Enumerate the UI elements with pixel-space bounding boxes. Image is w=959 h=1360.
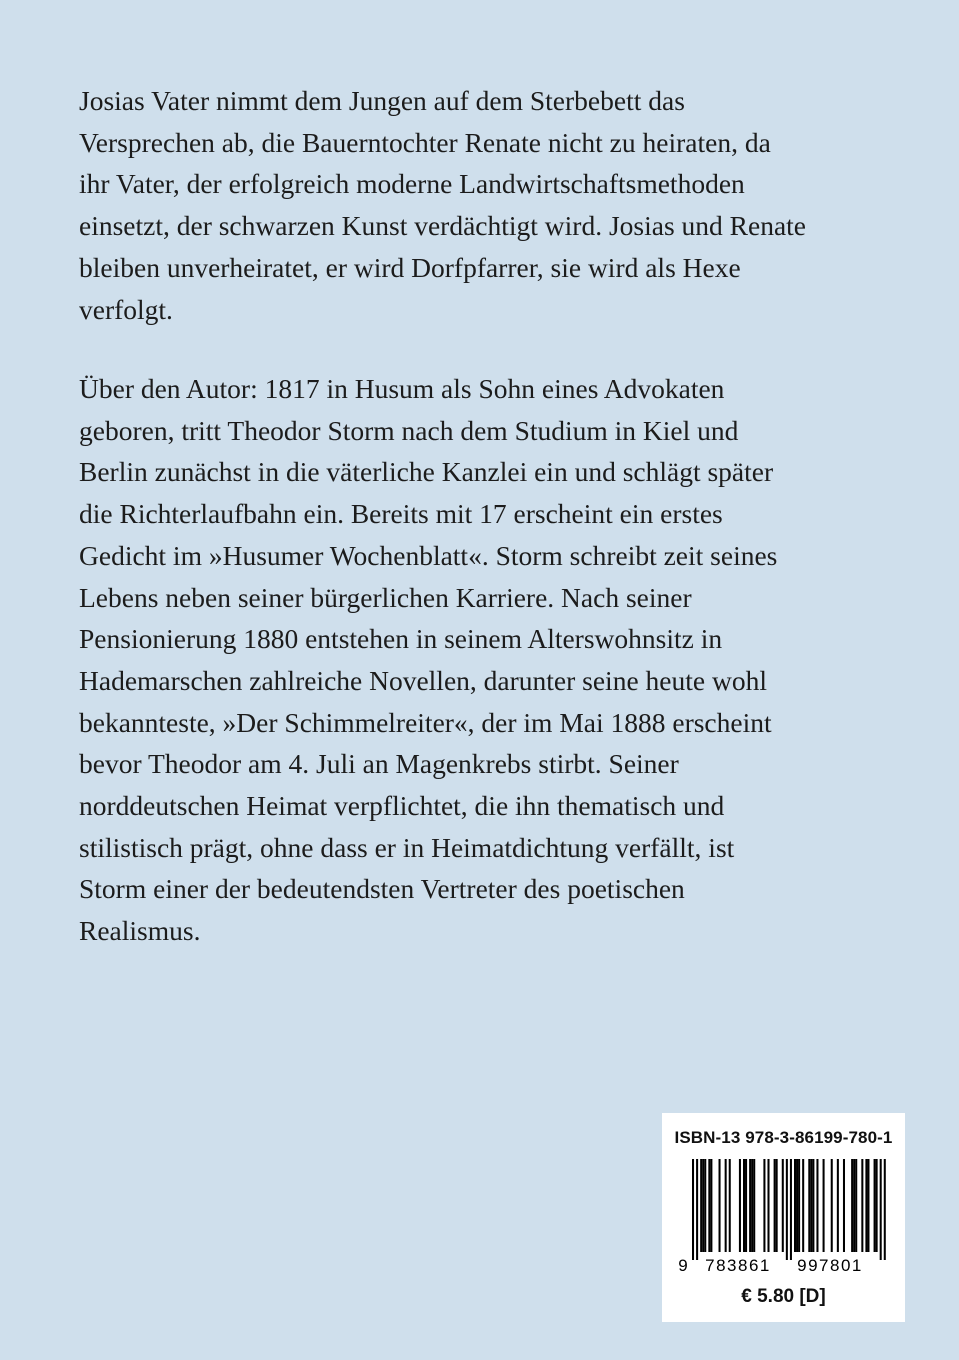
barcode-guard-bar <box>790 1159 792 1260</box>
blurb-line: bleiben unverheiratet, er wird Dorfpfarrer, sie wird als Hexe <box>79 251 741 283</box>
barcode-bar <box>843 1159 845 1252</box>
barcode-bar <box>700 1159 702 1252</box>
author-bio-line: Hademarschen zahlreiche Novellen, darunter seine heute wohl <box>79 664 767 696</box>
book-blurb <box>79 80 899 330</box>
barcode-digit-first: 9 <box>678 1256 688 1274</box>
author-bio-line: norddeutschen Heimat verpflichtet, die ihn thematisch und <box>79 790 725 822</box>
author-bio-line: geboren, tritt Theodor Storm nach dem Studium in Kiel und <box>79 414 739 446</box>
barcode-bar <box>767 1159 769 1252</box>
barcode-box <box>662 1113 905 1322</box>
barcode-bar <box>808 1159 810 1252</box>
barcode-bar <box>876 1159 878 1252</box>
author-bio-line: die Richterlaufbahn ein. Bereits mit 17 erscheint ein erstes <box>79 498 723 530</box>
barcode-bar <box>753 1159 755 1252</box>
barcode-guard-bar <box>692 1159 694 1260</box>
barcode-bar <box>837 1159 839 1252</box>
barcode-bar <box>763 1159 765 1252</box>
barcode-bar <box>739 1159 741 1252</box>
barcode-guard-bar <box>884 1159 886 1260</box>
barcode-bar <box>812 1159 814 1252</box>
barcode-bar <box>851 1159 853 1252</box>
barcode-bar <box>823 1159 825 1252</box>
barcode-bar <box>816 1159 818 1252</box>
barcode-bar <box>853 1159 855 1252</box>
author-bio-line: bekannteste, »Der Schimmelreiter«, der im Mai 1888 erscheint <box>79 706 772 738</box>
barcode-bar <box>729 1159 731 1252</box>
author-bio-line: Über den Autor: 1817 in Husum als Sohn eines Advokaten <box>79 373 725 404</box>
author-bio-line: Berlin zunächst in die väterliche Kanzlei ein und schlägt später <box>79 456 774 488</box>
barcode-guard-bar <box>786 1159 788 1260</box>
isbn-label: ISBN-13 978-3-86199-780-1 <box>674 1128 893 1147</box>
blurb-line: Josias Vater nimmt dem Jungen auf dem Sterbebett das <box>79 85 685 116</box>
blurb-line: Versprechen ab, die Bauerntochter Renate nicht zu heiraten, da <box>79 126 771 158</box>
barcode-digits-left: 783861 <box>705 1256 771 1274</box>
barcode-bar <box>796 1159 798 1252</box>
barcode-bar <box>867 1159 869 1252</box>
author-bio-line: stilistisch prägt, ohne dass er in Heimatdichtung verfällt, ist <box>79 831 735 863</box>
author-bio-line: Realismus. <box>79 915 201 947</box>
barcode-digits-right: 997801 <box>797 1256 863 1274</box>
barcode-bar <box>702 1159 704 1252</box>
blurb-line: verfolgt. <box>79 293 173 325</box>
author-bio <box>79 368 899 952</box>
barcode-bar <box>810 1159 812 1252</box>
barcode-bar <box>865 1159 867 1252</box>
author-bio-line: Pensionierung 1880 entstehen in seinem Alterswohnsitz in <box>79 623 723 655</box>
barcode-bar <box>802 1159 804 1252</box>
barcode-bar <box>794 1159 796 1252</box>
barcode-bar <box>743 1159 745 1252</box>
blurb-line: einsetzt, der schwarzen Kunst verdächtigt wird. Josias und Renate <box>79 210 807 242</box>
barcode-bar <box>719 1159 721 1252</box>
barcode-bar <box>751 1159 753 1252</box>
barcode-bar <box>725 1159 727 1252</box>
barcode-bar <box>704 1159 706 1252</box>
barcode-bar <box>745 1159 747 1252</box>
barcode-bar <box>710 1159 712 1252</box>
author-bio-line: Gedicht im »Husumer Wochenblatt«. Storm schreibt zeit seines <box>79 539 778 571</box>
ean-barcode <box>678 1159 889 1274</box>
price-label: € 5.80 [D] <box>741 1286 826 1307</box>
author-bio-line: Storm einer der bedeutendsten Vertreter des poetischen <box>79 873 685 905</box>
barcode-bar <box>749 1159 751 1252</box>
barcode-bar <box>708 1159 710 1252</box>
author-bio-line: Lebens neben seiner bürgerlichen Karriere. Nach seiner <box>79 581 692 613</box>
barcode-bar <box>831 1159 833 1252</box>
barcode-guard-bar <box>880 1159 882 1260</box>
barcode-guard-bar <box>696 1159 698 1260</box>
blurb-line: ihr Vater, der erfolgreich moderne Landwirtschaftsmethoden <box>79 168 745 200</box>
barcode-bar <box>798 1159 800 1252</box>
author-bio-line: bevor Theodor am 4. Juli an Magenkrebs stirbt. Seiner <box>79 748 679 780</box>
barcode-bar <box>874 1159 876 1252</box>
barcode-bar <box>855 1159 857 1252</box>
barcode-bar <box>782 1159 784 1252</box>
barcode-bar <box>861 1159 863 1252</box>
barcode-bars <box>692 1159 886 1260</box>
barcode-bar <box>774 1159 776 1252</box>
barcode-bar <box>776 1159 778 1252</box>
